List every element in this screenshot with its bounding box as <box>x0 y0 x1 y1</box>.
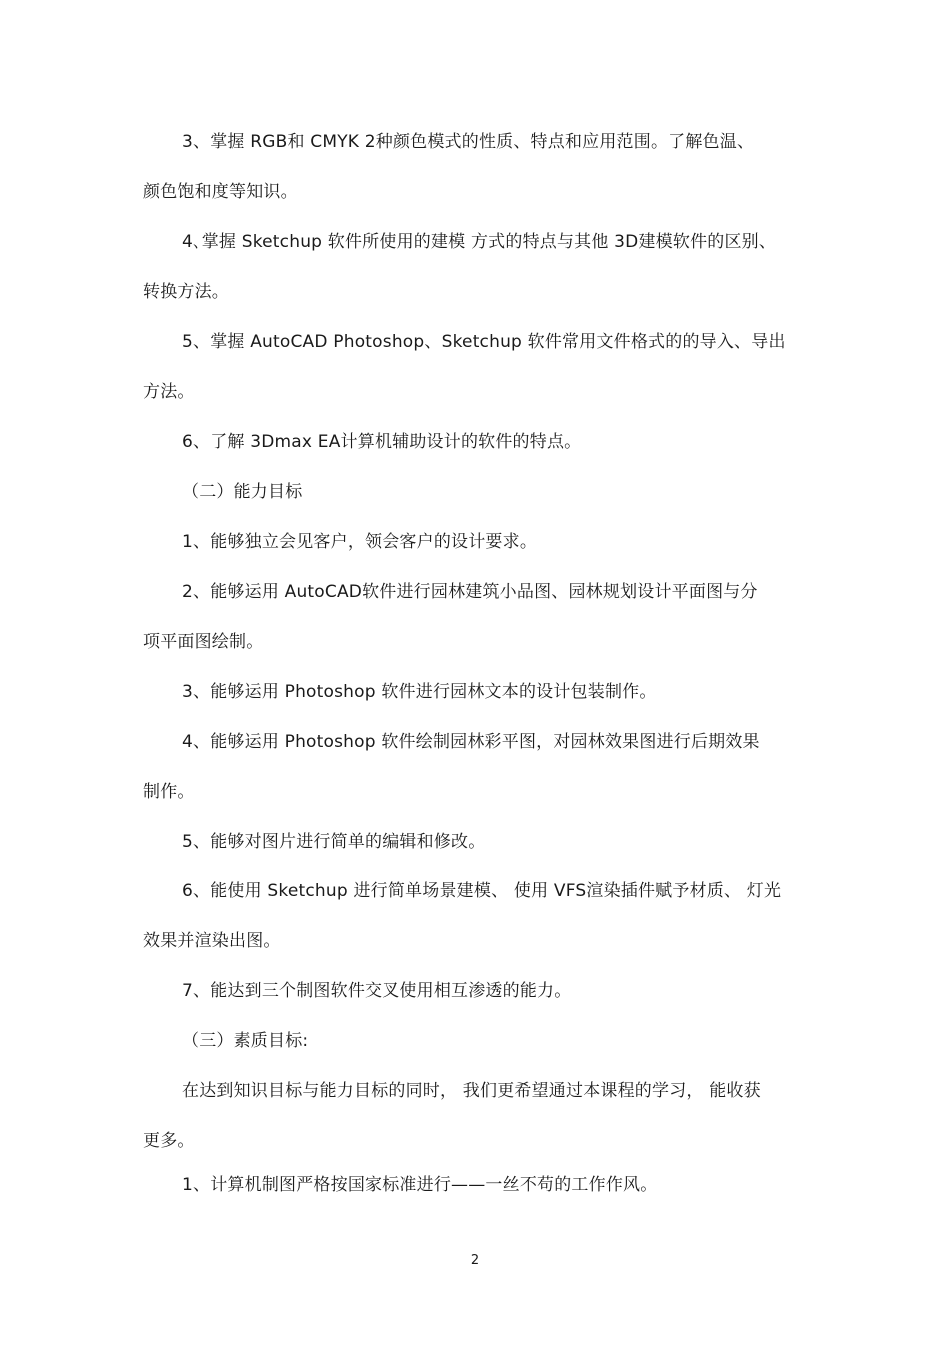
quality-item-1: 1、计算机制图严格按国家标准进行——一丝不苟的工作作风。 <box>182 1175 658 1195</box>
knowledge-item-3-cont: 颜色饱和度等知识。 <box>143 182 298 202</box>
page-number: 2 <box>470 1253 480 1268</box>
ability-item-5: 5、能够对图片进行简单的编辑和修改。 <box>182 832 486 852</box>
knowledge-item-4-cont: 转换方法。 <box>143 282 229 302</box>
section-heading-ability: （二）能力目标 <box>182 482 303 502</box>
ability-item-1: 1、能够独立会见客户，领会客户的设计要求。 <box>182 532 538 552</box>
quality-intro-cont: 更多。 <box>143 1131 195 1151</box>
section-heading-quality: （三）素质目标: <box>182 1031 309 1051</box>
ability-item-2: 2、能够运用 AutoCAD软件进行园林建筑小品图、园林规划设计平面图与分 <box>182 582 758 602</box>
ability-item-6-cont: 效果并渲染出图。 <box>143 931 281 951</box>
ability-item-7: 7、能达到三个制图软件交叉使用相互渗透的能力。 <box>182 981 572 1001</box>
knowledge-item-4: 4､掌握 Sketchup 软件所使用的建模 方式的特点与其他 3D建模软件的区别、 <box>182 232 777 252</box>
knowledge-item-5: 5、掌握 AutoCAD Photoshop、Sketchup 软件常用文件格式的的导入、导出 <box>182 332 786 352</box>
ability-item-4: 4、能够运用 Photoshop 软件绘制园林彩平图，对园林效果图进行后期效果 <box>182 732 760 752</box>
quality-intro: 在达到知识目标与能力目标的同时， 我们更希望通过本课程的学习， 能收获 <box>182 1081 761 1101</box>
knowledge-item-3: 3、掌握 RGB和 CMYK 2种颜色模式的性质、特点和应用范围。了解色温、 <box>182 132 755 152</box>
ability-item-3: 3、能够运用 Photoshop 软件进行园林文本的设计包装制作。 <box>182 682 657 702</box>
knowledge-item-5-cont: 方法。 <box>143 382 195 402</box>
ability-item-6: 6、能使用 Sketchup 进行简单场景建模、 使用 VFS渲染插件赋予材质、 灯光 <box>182 881 782 901</box>
knowledge-item-6: 6、了解 3Dmax EA计算机辅助设计的软件的特点。 <box>182 432 582 452</box>
ability-item-4-cont: 制作。 <box>143 782 195 802</box>
ability-item-2-cont: 项平面图绘制。 <box>143 632 264 652</box>
